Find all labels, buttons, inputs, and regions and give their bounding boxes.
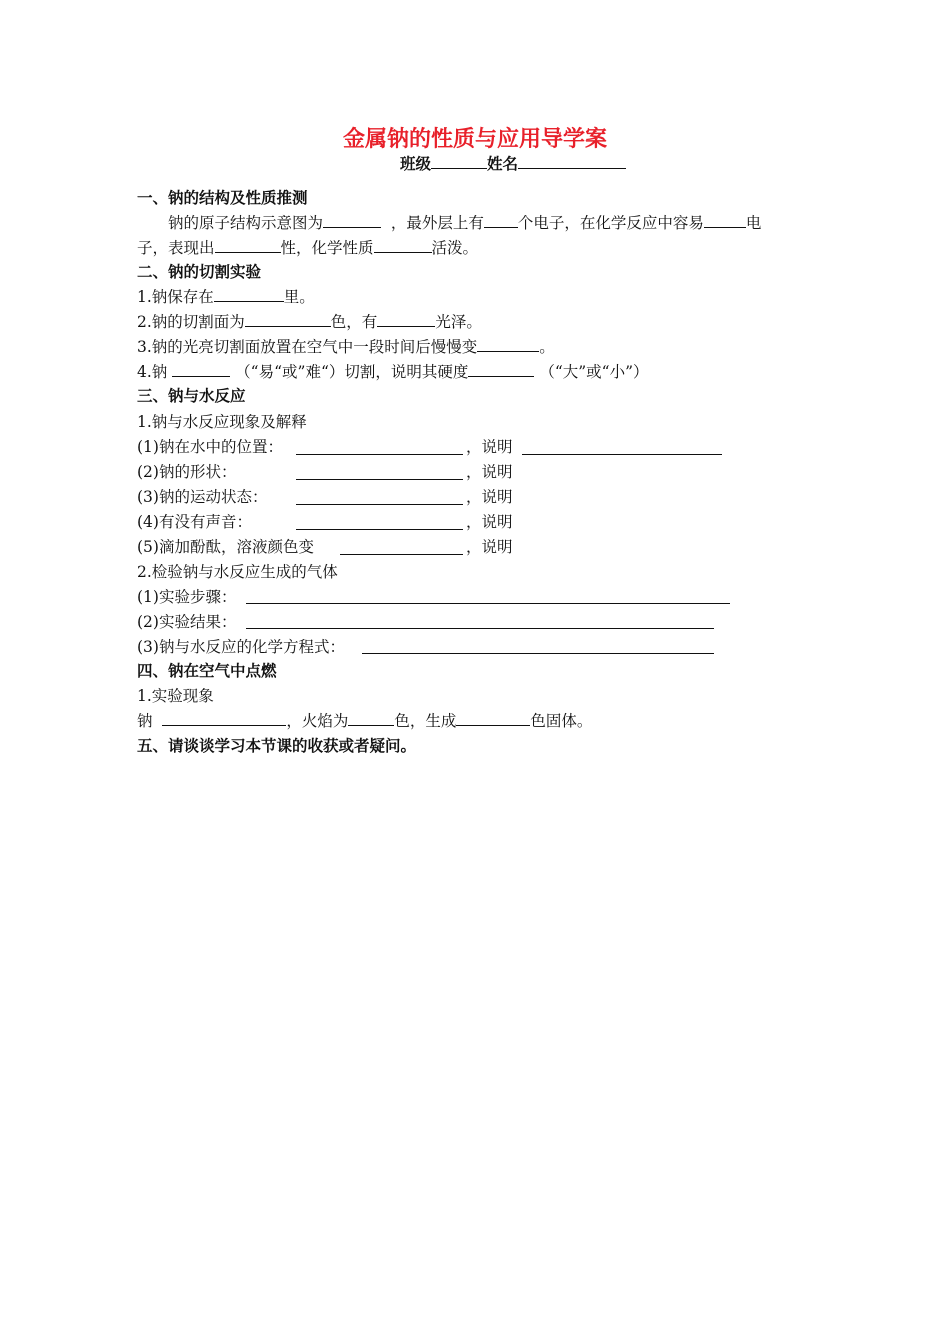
document-title: 金属钠的性质与应用导学案 (342, 127, 607, 152)
hardness-blank[interactable] (468, 362, 534, 377)
oxidized-blank[interactable] (477, 337, 539, 352)
class-blank[interactable] (431, 154, 487, 169)
section-2-item-3 (137, 337, 555, 357)
result-blank[interactable] (246, 614, 714, 629)
property-blank[interactable] (215, 238, 281, 253)
row-label: (2)钠的形状： (137, 463, 237, 481)
section-1-para-line-2 (137, 238, 478, 258)
name-label: 姓名 (487, 155, 519, 173)
text: 里。 (283, 288, 315, 306)
section-4-heading: 四、钠在空气中点燃 (137, 662, 277, 680)
text: 色，生成 (394, 712, 457, 730)
text: 钠 (137, 712, 153, 730)
gas-test-steps (137, 587, 236, 607)
observation-blank[interactable] (340, 540, 463, 555)
text: (1)实验步骤： (137, 588, 237, 606)
observation-row (137, 437, 283, 457)
text: 钠的原子结构示意图为 (168, 214, 324, 232)
explain-label: ，说明 (466, 513, 513, 531)
text: （“易“或”难“）切割，说明其硬度 (235, 363, 469, 381)
text: 光泽。 (435, 313, 482, 331)
observation-blank[interactable] (296, 490, 463, 505)
chem-property-blank[interactable] (374, 238, 432, 253)
steps-blank[interactable] (246, 589, 730, 604)
cut-color-blank[interactable] (245, 312, 331, 327)
equation-blank[interactable] (362, 639, 714, 654)
class-name-line (400, 152, 626, 174)
text: 个电子，在化学反应中容易 (517, 214, 704, 232)
row-label: (4)有没有声音： (137, 513, 252, 531)
outer-electrons-blank[interactable] (484, 213, 518, 228)
text: 4.钠 (137, 363, 168, 381)
atom-structure-blank[interactable] (323, 213, 381, 228)
solid-color-blank[interactable] (456, 711, 530, 726)
row-label: (3)钠的运动状态： (137, 488, 268, 506)
section-1-heading: 一、钠的结构及性质推测 (137, 189, 308, 207)
text: (3)钠与水反应的化学方程式： (137, 638, 345, 656)
class-label: 班级 (400, 155, 432, 173)
explanation-blank[interactable] (522, 440, 722, 455)
section-1-para-line-1 (168, 213, 761, 233)
text: 3.钠的光亮切割面放置在空气中一段时间后慢慢变 (137, 338, 478, 356)
cut-ease-blank[interactable] (172, 362, 230, 377)
combustion-phenomenon-blank[interactable] (162, 711, 286, 726)
explain-label: ，说明 (466, 463, 513, 481)
text: 1.钠保存在 (137, 288, 214, 306)
text: ，最外层上有 (390, 214, 484, 232)
text: 性，化学性质 (280, 239, 374, 257)
text: ，火焰为 (286, 712, 349, 730)
observation-blank[interactable] (296, 515, 463, 530)
observation-row (137, 487, 267, 507)
luster-blank[interactable] (377, 312, 435, 327)
explain-label: ，说明 (466, 488, 513, 506)
text: 电 (745, 214, 762, 232)
section-2-heading: 二、钠的切割实验 (137, 263, 262, 281)
text: 色固体。 (530, 712, 593, 730)
text: 子，表现出 (137, 239, 215, 257)
flame-color-blank[interactable] (348, 711, 394, 726)
section-2-item-1 (137, 287, 315, 307)
reaction-equation (137, 637, 345, 657)
text: 色，有 (330, 313, 378, 331)
explain-label: ，说明 (466, 438, 513, 456)
section-3-sub-1: 1.钠与水反应现象及解释 (137, 413, 307, 431)
text: 活泼。 (431, 239, 479, 257)
observation-blank[interactable] (296, 440, 463, 455)
section-5-heading: 五、请谈谈学习本节课的收获或者疑问。 (137, 737, 417, 755)
combustion-line (137, 711, 592, 731)
text: 2.钠的切割面为 (137, 313, 245, 331)
name-blank[interactable] (518, 154, 626, 169)
text: 。 (539, 338, 555, 356)
observation-row (137, 512, 252, 532)
observation-row (137, 537, 314, 557)
text: （“大”或“小”） (539, 363, 649, 381)
section-2-item-2 (137, 312, 482, 332)
row-label: (1)钠在水中的位置： (137, 438, 283, 456)
row-label: (5)滴加酚酞，溶液颜色变 (137, 538, 314, 556)
text: (2)实验结果： (137, 613, 237, 631)
section-4-sub-1: 1.实验现象 (137, 687, 214, 705)
tendency-blank[interactable] (704, 213, 746, 228)
explain-label: ，说明 (466, 538, 513, 556)
observation-row (137, 462, 236, 482)
observation-blank[interactable] (296, 465, 463, 480)
section-2-item-4 (137, 362, 649, 382)
section-3-sub-2: 2.检验钠与水反应生成的气体 (137, 563, 338, 581)
gas-test-result (137, 612, 236, 632)
section-3-heading: 三、钠与水反应 (137, 387, 246, 405)
storage-blank[interactable] (214, 287, 284, 302)
